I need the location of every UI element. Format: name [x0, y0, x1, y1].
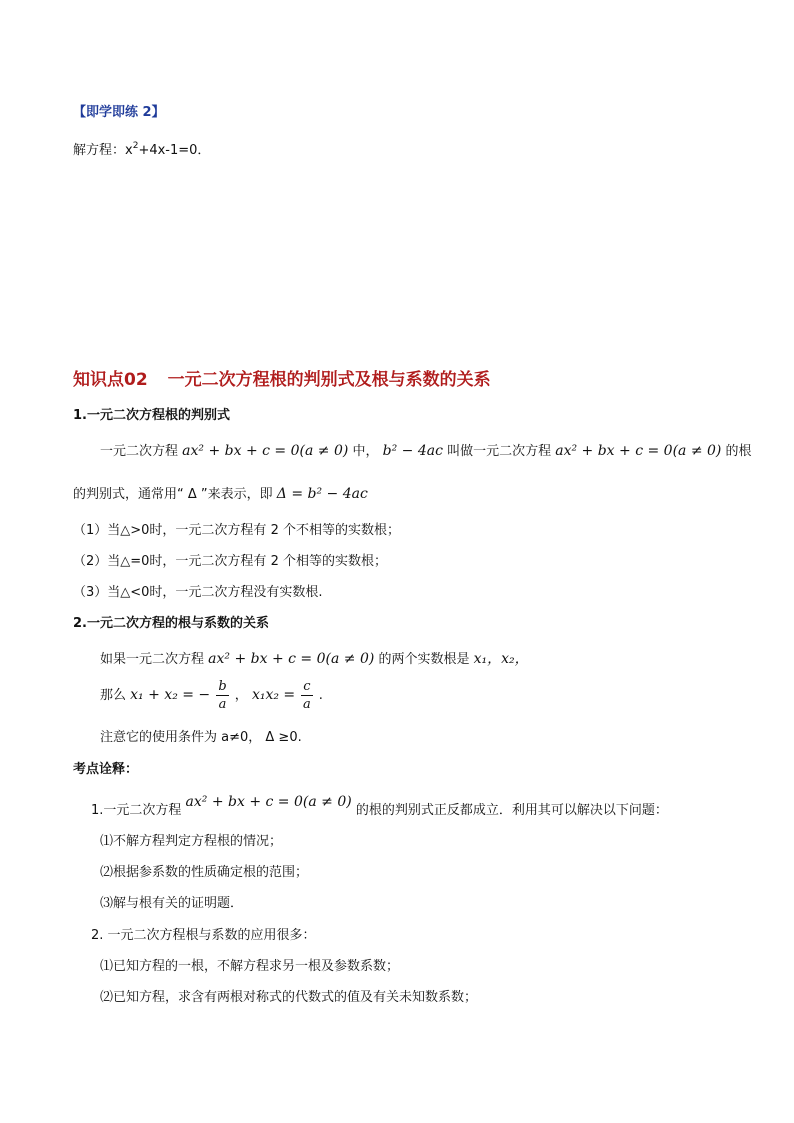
- kd-sub1-1: ⑴不解方程判定方程根的情况；: [100, 834, 283, 849]
- s1-p1-eq1: ax² + bx + c = 0(a ≠ 0): [182, 443, 349, 459]
- kp-heading-label: 知识点02: [73, 370, 148, 390]
- kd-item-2: 2. 一元二次方程根与系数的应用很多：: [91, 928, 316, 943]
- fraction-c-over-a: [301, 680, 312, 711]
- practice-problem: [73, 139, 210, 158]
- s2-line3: 注意它的使用条件为 a≠0， Δ ≥0.: [100, 730, 302, 745]
- s2-l2-prod: x₁x₂ =: [251, 687, 296, 703]
- kd-title: 考点诠释：: [73, 762, 139, 777]
- kd-sub2-1: ⑴已知方程的一根，不解方程求另一根及参数系数；: [100, 959, 400, 974]
- kd-i1-text-a: 1.一元二次方程: [91, 803, 182, 818]
- s1-p2-eq: Δ = b² − 4ac: [276, 486, 368, 502]
- s2-l2-sum: x₁ + x₂ = −: [130, 687, 211, 703]
- s1-item-1: （1）当△>0时，一元二次方程有 2 个不相等的实数根；: [73, 523, 400, 538]
- s1-p1-eq3: ax² + bx + c = 0(a ≠ 0): [555, 443, 722, 459]
- kd-i1-text-b: 的根的判别式正反都成立．利用其可以解决以下问题：: [355, 803, 668, 818]
- frac2-denominator: a: [303, 697, 311, 712]
- s1-p1-text-d: 的根: [725, 444, 752, 459]
- s2-l1-roots: x₁，x₂，: [473, 651, 529, 667]
- s1-para2: [73, 483, 368, 502]
- s2-l1-text-b: 的两个实数根是: [378, 652, 470, 667]
- s2-line1: [100, 648, 529, 668]
- kd-sub1-3: ⑶解与根有关的证明题．: [100, 896, 244, 911]
- s2-title: 2.一元二次方程的根与系数的关系: [73, 616, 269, 631]
- problem-eq-base: x: [125, 143, 133, 158]
- s2-l2-sep: ，: [234, 688, 248, 703]
- s1-p1-text-b: 中，: [352, 444, 379, 459]
- s2-l1-text-a: 如果一元二次方程: [100, 652, 205, 667]
- s2-l1-eq: ax² + bx + c = 0(a ≠ 0): [208, 651, 375, 667]
- kp-heading: [73, 365, 491, 390]
- s1-p1-text-c: 叫做一元二次方程: [447, 444, 552, 459]
- kp-heading-title: 一元二次方程根的判别式及根与系数的关系: [167, 370, 491, 390]
- frac2-numerator: c: [303, 679, 311, 694]
- s1-p1-text-a: 一元二次方程: [100, 444, 179, 459]
- frac1-numerator: b: [218, 679, 227, 694]
- s1-p2-text: 的判别式，通常用“ Δ ”来表示，即: [73, 487, 273, 502]
- s1-item-2: （2）当△=0时，一元二次方程有 2 个相等的实数根；: [73, 554, 387, 569]
- kd-sub1-2: ⑵根据参系数的性质确定根的范围；: [100, 865, 309, 880]
- frac1-denominator: a: [218, 697, 227, 712]
- practice-title: 【即学即练 2】: [73, 105, 165, 120]
- kd-sub2-2: ⑵已知方程，求含有两根对称式的代数式的值及有关未知数系数；: [100, 990, 478, 1005]
- problem-prefix: 解方程：: [73, 143, 126, 158]
- kd-i1-eq: ax² + bx + c = 0(a ≠ 0): [185, 794, 352, 810]
- kd-item-1: [91, 794, 668, 818]
- s1-para1: [100, 440, 752, 459]
- s1-p1-eq2: b² − 4ac: [382, 443, 443, 459]
- s1-item-3: （3）当△<0时，一元二次方程没有实数根.: [73, 585, 323, 600]
- fraction-b-over-a: [216, 680, 228, 711]
- s2-l2-end: .: [318, 688, 323, 703]
- s2-line2: [100, 680, 323, 711]
- problem-eq-rest: +4x-1=0．: [138, 143, 211, 158]
- s1-title: 1.一元二次方程根的判别式: [73, 408, 230, 423]
- problem-eq-exp: 2: [132, 141, 139, 151]
- s2-l2-text-a: 那么: [100, 688, 127, 703]
